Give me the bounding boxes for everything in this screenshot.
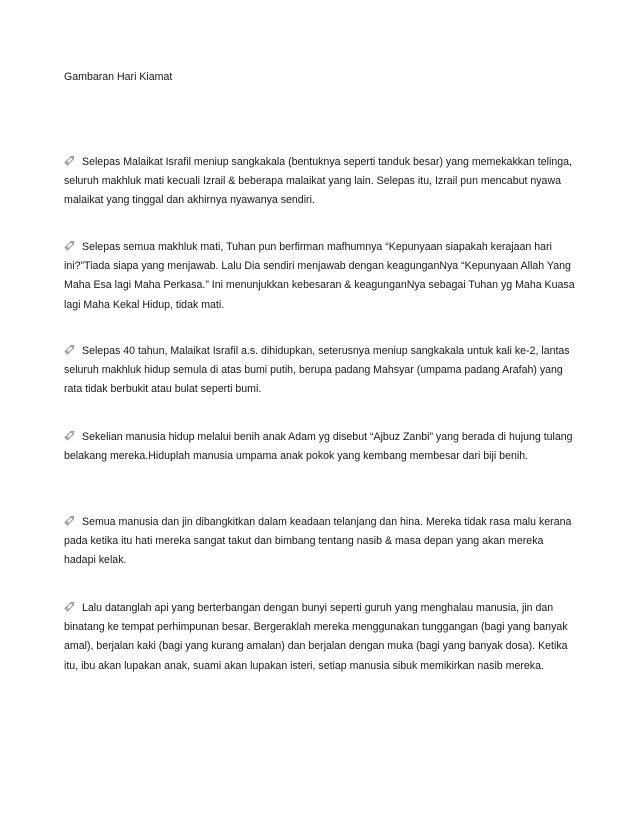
paragraph-3 bbox=[64, 342, 576, 400]
pencil-icon bbox=[64, 429, 76, 441]
pencil-icon bbox=[64, 154, 76, 166]
paragraph-6 bbox=[64, 599, 576, 676]
paragraph-4 bbox=[64, 428, 576, 466]
paragraph-text: Selepas Malaikat Israfil meniup sangkakala (bentuknya seperti tanduk besar) yang memekakkan telinga, seluruh makhluk mati kecuali Izrail & beberapa malaikat yang lain. Selepas itu, Izrail pun mencabut nyawa malaikat yang tinggal dan akhirnya nyawanya sendiri. bbox=[64, 156, 572, 207]
pencil-icon bbox=[64, 239, 76, 251]
paragraph-text: Semua manusia dan jin dibangkitkan dalam keadaan telanjang dan hina. Mereka tidak rasa malu kerana pada ketika itu hati mereka sangat takut dan bimbang tentang nasib & masa depan yang akan mereka hadapi kelak. bbox=[64, 516, 572, 567]
pencil-icon bbox=[64, 600, 76, 612]
paragraph-5 bbox=[64, 513, 576, 571]
document-title: Gambaran Hari Kiamat bbox=[64, 71, 173, 83]
pencil-icon bbox=[64, 514, 76, 526]
paragraph-1 bbox=[64, 153, 576, 211]
paragraph-text: Lalu datanglah api yang berterbangan dengan bunyi seperti guruh yang menghalau manusia, jin dan binatang ke tempat perhimpunan besar. Bergeraklah mereka menggunakan tunggangan (bagi yang banyak amal), berjalan kaki (bagi yang kurang amalan) dan berjalan dengan muka (bagi yang banyak dosa). Ketika itu, ibu akan lupakan anak, suami akan lupakan isteri, setiap manusia sibuk memikirkan nasib mereka. bbox=[64, 602, 568, 672]
paragraph-text: Selepas 40 tahun, Malaikat Israfil a.s. dihidupkan, seterusnya meniup sangkakala untuk kali ke-2, lantas seluruh makhluk hidup semula di atas bumi putih, berupa padang Mahsyar (umpama padang Arafah) yang rata tidak berbukit atau bulat seperti bumi. bbox=[64, 345, 570, 396]
paragraph-text: Sekelian manusia hidup melalui benih anak Adam yg disebut “Ajbuz Zanbi” yang berada di hujung tulang belakang mereka.Hiduplah manusia umpama anak pokok yang kembang membesar dari biji benih. bbox=[64, 431, 573, 463]
paragraph-text: Selepas semua makhluk mati, Tuhan pun berfirman mafhumnya “Kepunyaan siapakah kerajaan hari ini?”Tiada siapa yang menjawab. Lalu Dia sendiri menjawab dengan keagunganNya “Kepunyaan Allah Yang Maha Esa lagi Maha Perkasa.” Ini menunjukkan kebesaran & keagunganNya sebagai Tuhan yg Maha Kuasa lagi Maha Kekal Hidup, tidak mati. bbox=[64, 241, 575, 311]
pencil-icon bbox=[64, 343, 76, 355]
paragraph-2 bbox=[64, 238, 576, 315]
